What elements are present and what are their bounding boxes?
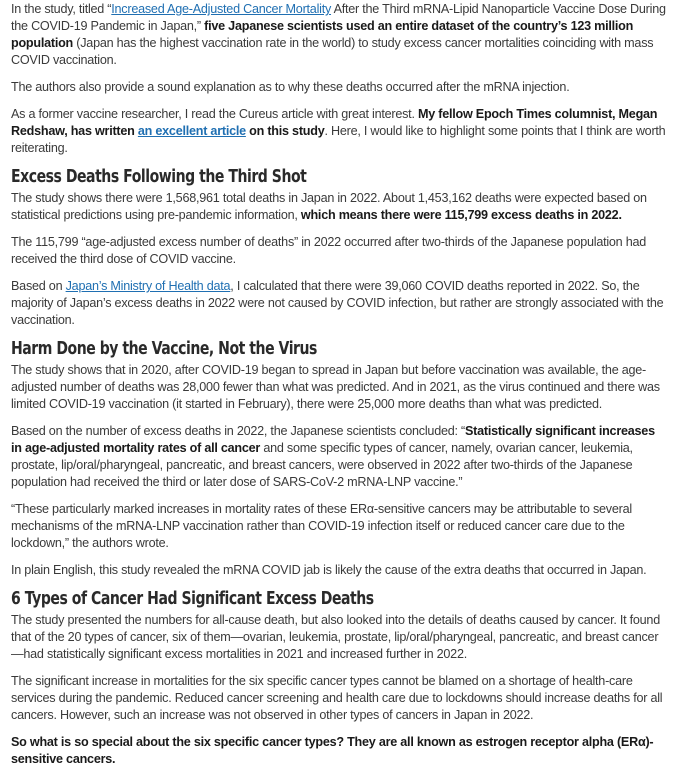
ministry-health-data-link[interactable]: Japan’s Ministry of Health data <box>65 278 231 293</box>
paragraph-plain-english: In plain English, this study revealed the mRNA COVID jab is likely the cause of the extra deaths that occurred in Japan. <box>11 562 647 577</box>
excellent-article-link[interactable]: an excellent article <box>137 123 246 138</box>
heading-excess-deaths: Excess Deaths Following the Third Shot <box>11 166 307 187</box>
paragraph-researcher: As a former vaccine researcher, I read the Cureus article with great interest. My fellow Epoch Times columnist, Megan Redshaw, has written an excellent article on this study. Here, I would like to highlight some points that I think are worth reiterating. <box>11 106 666 155</box>
paragraph-study-intro: In the study, titled “Increased Age-Adjusted Cancer Mortality After the Third mRNA-Lipid Nanoparticle Vaccine Dose During the COVID-19 Pandemic in Japan,” five Japanese scientists used an entire dataset of the country’s 123 million population (Japan has the highest vaccination rate in the world) to study excess cancer mortalities coinciding with mass COVID vaccination. <box>11 1 666 67</box>
paragraph-special-question: So what is so special about the six specific cancer types? They are all known as estrogen receptor alpha (ERα)-sensitive cancers. <box>11 734 654 766</box>
paragraph-cancer-types: The study presented the numbers for all-cause death, but also looked into the details of deaths caused by cancer. It found that of the 20 types of cancer, six of them—ovarian, leukemia, prostate, lip/oral/pharyngeal, pancreatic, and breast cancer—had statistically significant excess mortalities in 2021 and increased further in 2022. <box>11 612 660 661</box>
paragraph-ministry-data: Based on Japan’s Ministry of Health data, I calculated that there were 39,060 COVID deaths reported in 2022. So, the majority of Japan’s excess deaths in 2022 were not caused by COVID infection, but rather are strongly associated with the vaccination. <box>11 278 664 327</box>
paragraph-2020-2021: The study shows that in 2020, after COVID-19 began to spread in Japan but before vaccination was available, the age-adjusted number of deaths was 28,000 fewer than what was predicted. And in 2021, as the virus continued and there was limited COVID-19 vaccination (it started in February), there were 25,000 more deaths than what was predicted. <box>11 362 660 411</box>
paragraph-total-deaths: The study shows there were 1,568,961 total deaths in Japan in 2022. About 1,453,162 deaths were expected based on statistical predictions using pre-pandemic information, which means there were 115,799 excess deaths in 2022. <box>11 190 647 222</box>
paragraph-healthcare-shortage: The significant increase in mortalities for the six specific cancer types cannot be blamed on a shortage of health-care services during the pandemic. Reduced cancer screening and health care due to lockdowns should increase deaths for all cancers. However, such an increase was not observed in other types of cancers in Japan in 2022. <box>11 673 663 722</box>
heading-six-types: 6 Types of Cancer Had Significant Excess Deaths <box>11 588 374 609</box>
paragraph-conclusion: Based on the number of excess deaths in 2022, the Japanese scientists concluded: “Statistically significant increases in age-adjusted mortality rates of all cancer and some specific types of cancer, namely, ovarian cancer, leukemia, prostate, lip/oral/pharyngeal, pancreatic, and breast cancers, were observed in 2022 after two-thirds of the Japanese population had received the third or later dose of SARS-CoV-2 mRNA-LNP vaccine.” <box>11 423 655 489</box>
paragraph-age-adjusted: The 115,799 “age-adjusted excess number of deaths” in 2022 occurred after two-thirds of the Japanese population had received the third dose of COVID vaccine. <box>11 234 647 266</box>
heading-harm-done: Harm Done by the Vaccine, Not the Virus <box>11 338 317 359</box>
paragraph-explanation: The authors also provide a sound explanation as to why these deaths occurred after the mRNA injection. <box>11 79 570 94</box>
paragraph-authors-quote: “These particularly marked increases in mortality rates of these ERα-sensitive cancers may be attributable to several mechanisms of the mRNA-LNP vaccination rather than COVID-19 infection itself or reduced cancer care due to the lockdown,” the authors wrote. <box>11 501 632 550</box>
study-title-link[interactable]: Increased Age-Adjusted Cancer Mortality <box>111 1 332 16</box>
